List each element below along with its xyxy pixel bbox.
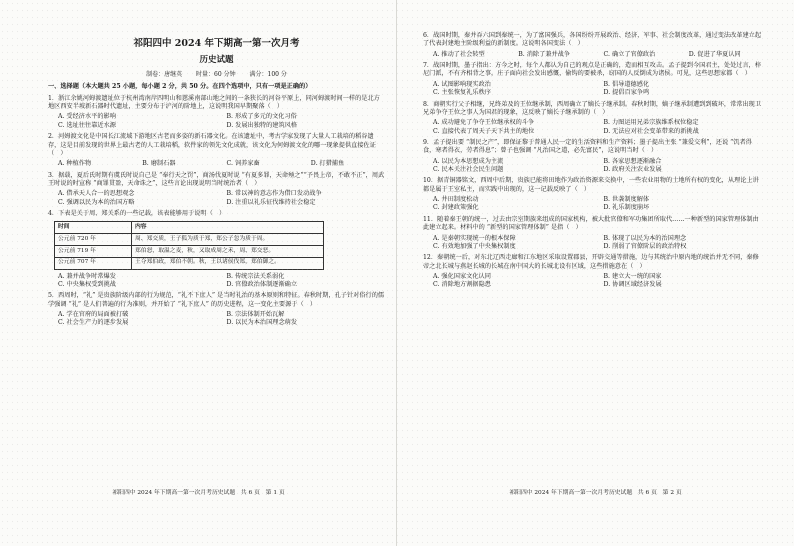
option-c: C. 封建政策强化 bbox=[433, 204, 479, 212]
option-c: C. 强调以民为本的治国方略 bbox=[58, 198, 135, 206]
question-9 bbox=[423, 139, 764, 174]
option-c: C. 消除地方割据隐患 bbox=[433, 281, 491, 289]
option-c: C. 有效地加强了中央集权制度 bbox=[433, 242, 516, 250]
option-d: D. 打猎捕鱼 bbox=[310, 160, 345, 168]
exam-meta bbox=[48, 71, 385, 79]
exam-subtitle: 历史试题 bbox=[199, 54, 234, 65]
question-3 bbox=[48, 172, 385, 207]
option-b: B. 传统宗法关系弱化 bbox=[226, 272, 285, 280]
table-cell: 公元前 719 年 bbox=[55, 246, 132, 258]
table-row bbox=[55, 257, 324, 269]
question-text: 10．据青铜器铭文，西周中后期，贵族已能将田地作为政治资源来交换中，一些农业用物的土地所有权的变化，从理论上讲都是属于王室私主，而实践中出现的，这一记载反映了（ ） bbox=[423, 177, 759, 193]
option-c: C. 民本关注社会民生问题 bbox=[433, 166, 504, 174]
option-b: B. 磨制石器 bbox=[142, 160, 176, 168]
option-c: C. 中央集权受到挑战 bbox=[58, 281, 116, 289]
question-6 bbox=[423, 32, 764, 59]
option-b: B. 常以神的意志作为借口发动战争 bbox=[226, 190, 322, 198]
question-text: 5．西周时，“礼” 是贵族阶级内部的行为规范，“礼不下庶人” 是当时礼治的基本原则和特征。春秋时期，孔子针对俗行的儒学强调 “礼” 是人们普遍的行为准则，并开始了 “礼下庶人” 的历史进程，这一变化主要源于（ ） bbox=[48, 292, 385, 308]
option-a: A. 是秦朝实现统一的根本保障 bbox=[433, 234, 516, 242]
option-d: D. 提倡百家争鸣 bbox=[603, 89, 650, 97]
option-b: B. 形成了多元的文化习俗 bbox=[226, 113, 297, 121]
question-text: 12．秦朝统一后，对东北辽西走廊和江东地区采取设置郡县，开辟交通等措施，边与其统治中原内地的统治并无不同，秦修帝之北长城与燕赵长城的长城在南中国大的长城北设有区域，这些措施意在（ ） bbox=[423, 254, 759, 270]
option-b: B. 力图运用兄弟宗族维系权位稳定 bbox=[603, 119, 699, 127]
table-row bbox=[55, 234, 324, 246]
option-c: C. 饲养家畜 bbox=[226, 160, 260, 168]
option-d: D. 政府关注农业发展 bbox=[603, 166, 662, 174]
question-11 bbox=[423, 216, 764, 251]
question-1 bbox=[48, 95, 385, 130]
question-text: 8．商朝实行父子相继，兄终弟及的王位继承制，西周确立了嫡长子继承制。春秋时期，嫡子继承制遭到到破坏，常常出现卫兄弟争夺王位之事人为国君的现象，这反映了嫡长子继承制的（ ） bbox=[423, 100, 762, 116]
option-a: A. 井田制度松动 bbox=[433, 196, 479, 204]
option-a: A. 借承天人合一的思想观念 bbox=[58, 190, 135, 198]
table-row bbox=[55, 246, 324, 258]
option-a: A. 以民为本思想成为主流 bbox=[433, 157, 504, 165]
question-12 bbox=[423, 254, 764, 289]
author-label: 制卷：唐继英 bbox=[146, 71, 183, 79]
option-d: D. 发展出独特的建筑风格 bbox=[226, 121, 298, 129]
option-c: C. 直接代表了周天子天下共主的地位 bbox=[433, 127, 535, 135]
table-cell: 郑伯怒，取温之麦，秋，又取成周之禾，周、郑交恶。 bbox=[132, 246, 324, 258]
option-d: D. 无法应对社会变革带来的新挑战 bbox=[603, 127, 699, 135]
option-a: A. 强化国家文化认同 bbox=[433, 272, 491, 280]
question-text: 3．据载，夏后氏时期有虞氏时说自己是 “奉行天之罚”，商汤伐夏时说 “有夏多罪，天命殛之”“予畏上帝，不敢不正”，周武王时说的时宣称 “商罪贯盈，天命诛之”，这些言论出现说明当时统治者（ ） bbox=[48, 171, 385, 187]
page-footer: 祁阳四中 2024 年下期高一第一次月考历史试题 共 6 页 第 2 页 bbox=[509, 490, 682, 497]
option-c: C. 主张恢复礼乐秩序 bbox=[433, 89, 491, 97]
table-cell: 王夺郑伯政，郑伯不朝。秋，王以诸侯伐郑，郑伯御之。 bbox=[132, 257, 324, 269]
option-c: C. 选址往往靠近水源 bbox=[58, 121, 116, 129]
option-a: A. 兼并战争时常爆发 bbox=[58, 272, 116, 280]
option-c: C. 确立了官僚政治 bbox=[603, 50, 656, 58]
question-5 bbox=[48, 292, 385, 327]
option-c: C. 社会生产力的逐步发展 bbox=[58, 319, 129, 327]
option-a: A. 推动了社会转型 bbox=[433, 50, 485, 58]
question-text: 2．河姆渡文化是中国长江流域下游地区古老而多姿的新石器文化。在该遗址中，考古学家发现了大量人工栽培的稻谷遗存，这是目前发现的世界上最古老的人工栽培稻，软件家的领先文化成就，该文化为何姆渡文化的哪一现象提供直接佐证（ ） bbox=[48, 133, 376, 157]
score-label: 满分：100 分 bbox=[249, 71, 287, 79]
page-footer: 祁阳四中 2024 年下期高一第一次月考历史试题 共 6 页 第 1 页 bbox=[112, 490, 285, 497]
option-d: D. 礼乐制度崩坏 bbox=[603, 204, 650, 212]
option-b: B. 宗法体制开始瓦解 bbox=[226, 311, 285, 319]
option-d: D. 注重以礼乐征伐维持社会稳定 bbox=[226, 198, 316, 206]
question-table bbox=[54, 221, 324, 269]
page-right bbox=[397, 0, 794, 546]
option-d: D. 削弱了官僚阶层的政治特权 bbox=[603, 242, 687, 250]
option-b: B. 消除了兼并战争 bbox=[518, 50, 571, 58]
option-b: B. 倡导道德感化 bbox=[603, 80, 650, 88]
option-b: B. 体现了以民为本的治国理念 bbox=[603, 234, 687, 242]
question-text: 1．浙江余姚河姆渡遗址位于杭州湾南岸四明山和慈溪南部山地之间的一条狭长的河谷平原上，同河姆渡时间一样的是北方地区西安半坡新石器时代遗址，主要分布于浐河的阶地上，这说明我国早期聚落（ ） bbox=[48, 94, 380, 111]
option-d: D. 协调区域经济发展 bbox=[603, 281, 662, 289]
option-a: A. 试图影响现实政治 bbox=[433, 80, 491, 88]
option-a: A. 学在官府的局面被打破 bbox=[58, 311, 129, 319]
table-cell: 公元前 720 年 bbox=[55, 234, 132, 246]
exam-title: 祁阳四中 2024 年下期高一第一次月考 bbox=[133, 38, 300, 49]
option-b: B. 世袭制度解体 bbox=[603, 196, 650, 204]
question-text: 11．随着秦王朝的统一，过去由宗室期族来组成的国家机构，被大批官僚和军功集团所取代……一种新型的国家管理体制由此建立起来。材料中的 “新型的国家管理体制” 是指（ ） bbox=[423, 215, 759, 232]
option-d: D. 官僚政治体制逐渐确立 bbox=[226, 281, 298, 289]
option-d: D. 以民为本治国理念萌发 bbox=[226, 319, 298, 327]
question-2 bbox=[48, 133, 385, 168]
option-b: B. 建立大一统的国家 bbox=[603, 272, 662, 280]
time-label: 时量：60 分钟 bbox=[196, 71, 236, 79]
option-b: B. 各家思想逐渐融合 bbox=[603, 157, 662, 165]
question-text: 9．孟子提出要 “制民之产”，即保证黎于普通人民一定的生活资料和生产资料；墨子提出主张 “兼爱交利”，还说 “饥者得食，寒者得衣，劳者得息”；曾子也强调 “凡治国之道，必先富民”，这说明当时（ ） bbox=[423, 138, 752, 155]
question-text: 6．战国时期，秦并吞六国到秦统一，为了富国强兵，各国纷纷开展政治、经济、军事、社会制度改革，通过变法改革建立起了代表封建地主阶级利益的新制度。这说明各国变法（ ） bbox=[423, 32, 762, 48]
question-7 bbox=[423, 62, 764, 97]
question-text: 4．下表是关于周、郑关系的一些记载，该表能够用于说明（ ） bbox=[48, 210, 226, 218]
option-a: A. 种植作物 bbox=[58, 160, 92, 168]
option-a: A. 受经济水平的影响 bbox=[58, 113, 116, 121]
table-cell: 公元前 707 年 bbox=[55, 257, 132, 269]
option-a: A. 成功避免了争夺王位继承权的斗争 bbox=[433, 119, 535, 127]
option-d: D. 促进了华夏认同 bbox=[688, 50, 741, 58]
section-heading: 一、选择题（本大题共 25 小题，每小题 2 分，共 50 分。在四个选项中，只有一项是正确的） bbox=[48, 83, 312, 91]
question-8 bbox=[423, 101, 764, 136]
question-10 bbox=[423, 177, 764, 212]
table-header: 内容 bbox=[132, 222, 324, 234]
question-text: 7．战国时期，墨子指出：方今之时，每个人都认为自己的观点是正确的，造而相互攻击。孟子提到今国君主，处处过言，梓尼门派，不有齐相背之事，庄子面向社会发出感慨，偷钩的要被杀，窃国的人反倒成为诸侯。可见，这些思想家都（ ） bbox=[423, 62, 762, 78]
table-header: 时间 bbox=[55, 222, 132, 234]
question-4 bbox=[48, 210, 385, 289]
table-cell: 周、郑交质，王子狐为质于郑，郑公子忽为质于周。 bbox=[132, 234, 324, 246]
